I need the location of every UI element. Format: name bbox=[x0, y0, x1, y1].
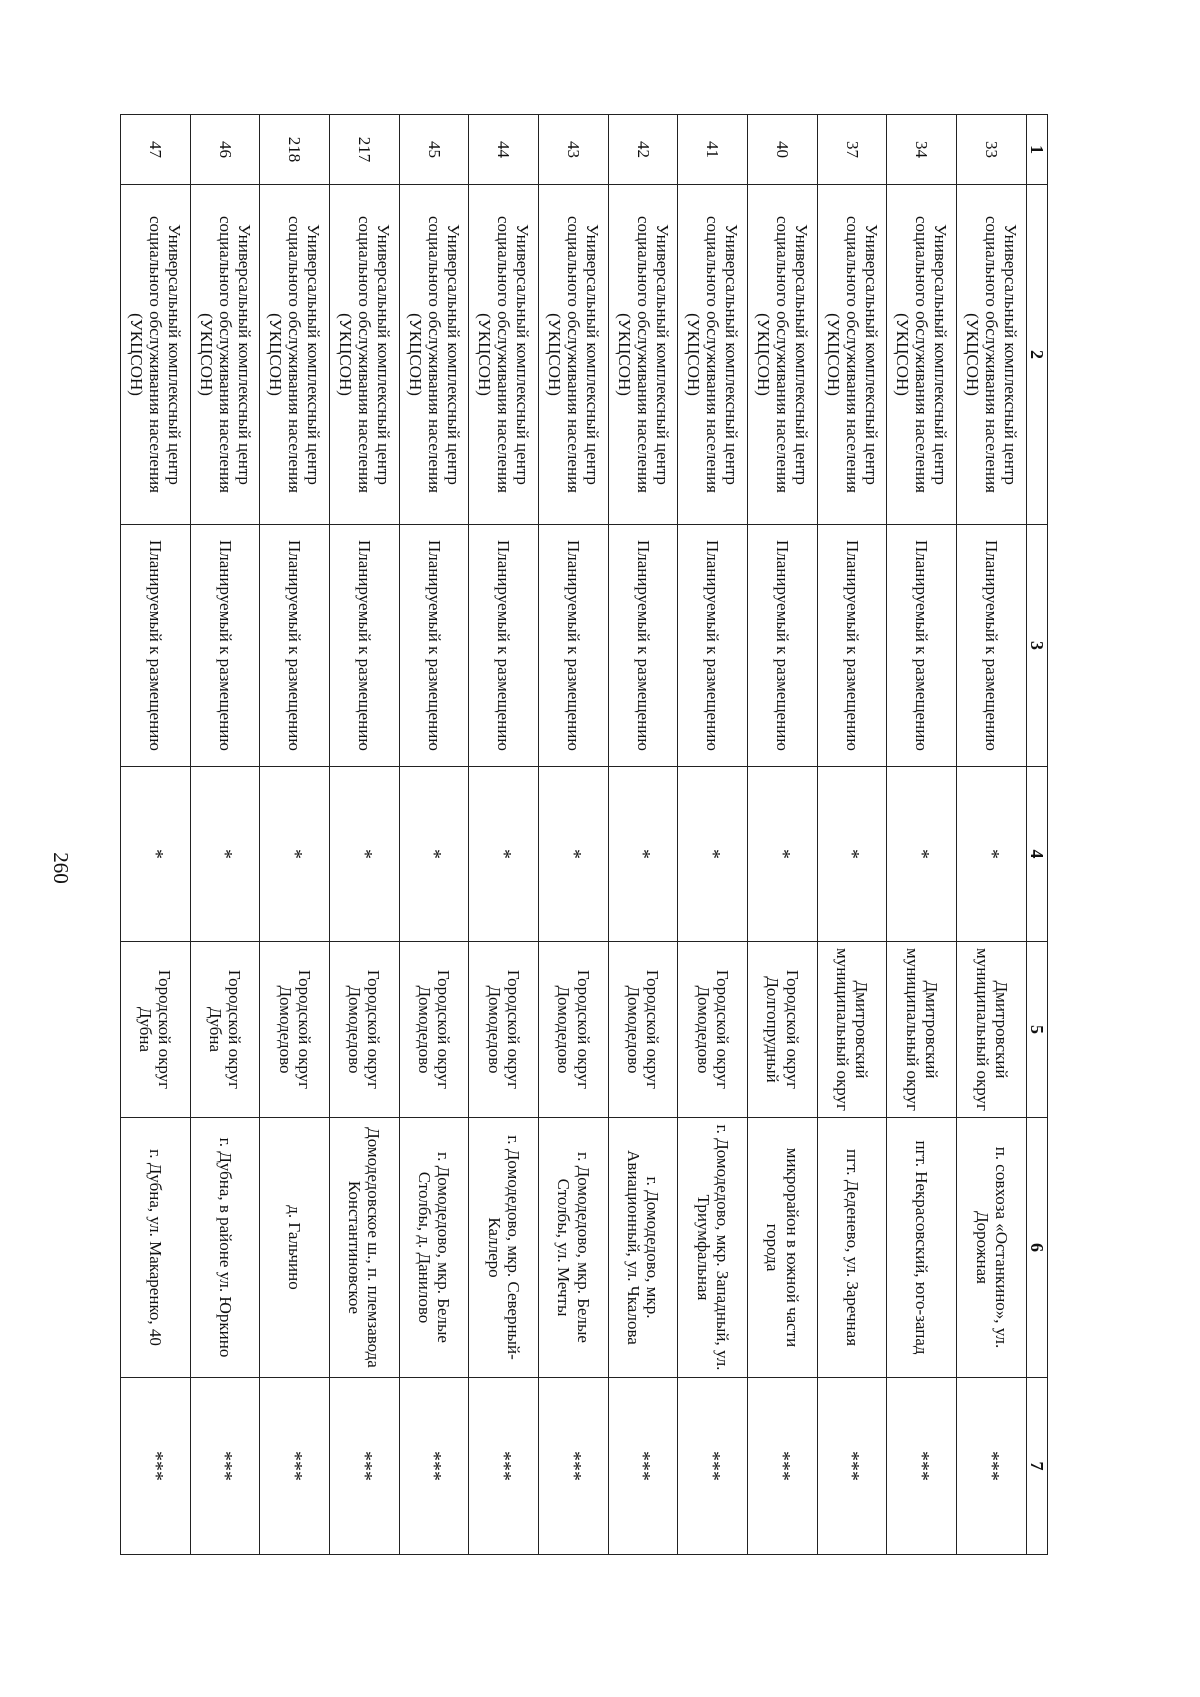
status-cell: Планируемый к размещению bbox=[748, 525, 818, 767]
row-number-cell: 44 bbox=[469, 115, 539, 185]
page-number: 260 bbox=[49, 852, 74, 884]
district-cell: Городской округ Домодедово bbox=[260, 942, 330, 1118]
row-number-cell: 43 bbox=[539, 115, 609, 185]
row-number-cell: 41 bbox=[678, 115, 748, 185]
facilities-table bbox=[120, 114, 1048, 1555]
rotated-table-wrapper bbox=[120, 114, 1048, 1554]
row-number-cell: 34 bbox=[887, 115, 957, 185]
column4-mark-cell: * bbox=[260, 767, 330, 942]
row-number-cell: 47 bbox=[121, 115, 191, 185]
status-cell: Планируемый к размещению bbox=[190, 525, 260, 767]
table-row bbox=[190, 115, 260, 1555]
column7-mark-cell: *** bbox=[608, 1378, 678, 1555]
row-number-cell: 46 bbox=[190, 115, 260, 185]
column7-mark-cell: *** bbox=[957, 1378, 1027, 1555]
facility-name-cell: Универсальный комплексный центр социального обслуживания населения (УКЦСОН) bbox=[887, 185, 957, 525]
facility-name-cell: Универсальный комплексный центр социального обслуживания населения (УКЦСОН) bbox=[678, 185, 748, 525]
column7-mark-cell: *** bbox=[887, 1378, 957, 1555]
facility-name-cell: Универсальный комплексный центр социального обслуживания населения (УКЦСОН) bbox=[190, 185, 260, 525]
status-cell: Планируемый к размещению bbox=[957, 525, 1027, 767]
status-cell: Планируемый к размещению bbox=[817, 525, 887, 767]
district-cell: Городской округ Домодедово bbox=[469, 942, 539, 1118]
location-cell: г. Домодедово, мкр. Авиационный, ул. Чкалова bbox=[608, 1118, 678, 1378]
location-cell: пгт. Некрасовский, юго-запад bbox=[887, 1118, 957, 1378]
table-row bbox=[887, 115, 957, 1555]
table-body bbox=[121, 115, 1027, 1555]
column7-mark-cell: *** bbox=[748, 1378, 818, 1555]
table-row bbox=[748, 115, 818, 1555]
status-cell: Планируемый к размещению bbox=[330, 525, 400, 767]
column4-mark-cell: * bbox=[469, 767, 539, 942]
location-cell: д. Гальчино bbox=[260, 1118, 330, 1378]
district-cell: Городской округ Домодедово bbox=[678, 942, 748, 1118]
table-row bbox=[608, 115, 678, 1555]
facility-name-cell: Универсальный комплексный центр социального обслуживания населения (УКЦСОН) bbox=[748, 185, 818, 525]
district-cell: Городской округ Дубна bbox=[190, 942, 260, 1118]
district-cell: Городской округ Домодедово bbox=[539, 942, 609, 1118]
location-cell: г. Домодедово, мкр. Западный, ул. Триумфальная bbox=[678, 1118, 748, 1378]
location-cell: г. Домодедово, мкр. Северный- Каллеро bbox=[469, 1118, 539, 1378]
location-cell: микрорайон в южной части города bbox=[748, 1118, 818, 1378]
location-cell: г. Дубна, ул. Макаренко, 40 bbox=[121, 1118, 191, 1378]
status-cell: Планируемый к размещению bbox=[121, 525, 191, 767]
column7-mark-cell: *** bbox=[817, 1378, 887, 1555]
column-header: 2 bbox=[1026, 185, 1047, 525]
status-cell: Планируемый к размещению bbox=[678, 525, 748, 767]
column4-mark-cell: * bbox=[957, 767, 1027, 942]
district-cell: Дмитровский муниципальный округ bbox=[887, 942, 957, 1118]
column4-mark-cell: * bbox=[190, 767, 260, 942]
district-cell: Городской округ Домодедово bbox=[330, 942, 400, 1118]
column7-mark-cell: *** bbox=[399, 1378, 469, 1555]
facility-name-cell: Универсальный комплексный центр социального обслуживания населения (УКЦСОН) bbox=[608, 185, 678, 525]
district-cell: Городской округ Домодедово bbox=[608, 942, 678, 1118]
column7-mark-cell: *** bbox=[469, 1378, 539, 1555]
district-cell: Городской округ Долгопрудный bbox=[748, 942, 818, 1118]
status-cell: Планируемый к размещению bbox=[887, 525, 957, 767]
column4-mark-cell: * bbox=[887, 767, 957, 942]
column-header: 6 bbox=[1026, 1118, 1047, 1378]
status-cell: Планируемый к размещению bbox=[539, 525, 609, 767]
column7-mark-cell: *** bbox=[330, 1378, 400, 1555]
facility-name-cell: Универсальный комплексный центр социального обслуживания населения (УКЦСОН) bbox=[469, 185, 539, 525]
facility-name-cell: Универсальный комплексный центр социального обслуживания населения (УКЦСОН) bbox=[957, 185, 1027, 525]
table-row bbox=[260, 115, 330, 1555]
location-cell: пгт. Деденево, ул. Заречная bbox=[817, 1118, 887, 1378]
district-cell: Городской округ Дубна bbox=[121, 942, 191, 1118]
column7-mark-cell: *** bbox=[539, 1378, 609, 1555]
column7-mark-cell: *** bbox=[121, 1378, 191, 1555]
column7-mark-cell: *** bbox=[190, 1378, 260, 1555]
row-number-cell: 45 bbox=[399, 115, 469, 185]
column7-mark-cell: *** bbox=[678, 1378, 748, 1555]
column4-mark-cell: * bbox=[399, 767, 469, 942]
district-cell: Дмитровский муниципальный округ bbox=[957, 942, 1027, 1118]
row-number-cell: 218 bbox=[260, 115, 330, 185]
location-cell: г. Домодедово, мкр. Белые Столбы, ул. Мечты bbox=[539, 1118, 609, 1378]
column4-mark-cell: * bbox=[121, 767, 191, 942]
row-number-cell: 217 bbox=[330, 115, 400, 185]
column-header: 4 bbox=[1026, 767, 1047, 942]
column4-mark-cell: * bbox=[539, 767, 609, 942]
table-row bbox=[330, 115, 400, 1555]
table-row bbox=[469, 115, 539, 1555]
row-number-cell: 40 bbox=[748, 115, 818, 185]
table-row bbox=[678, 115, 748, 1555]
location-cell: г. Домодедово, мкр. Белые Столбы, д. Данилово bbox=[399, 1118, 469, 1378]
status-cell: Планируемый к размещению bbox=[608, 525, 678, 767]
location-cell: Домодедовское ш., п. племзавода Константиновское bbox=[330, 1118, 400, 1378]
location-cell: г. Дубна, в районе ул. Юркино bbox=[190, 1118, 260, 1378]
table-row bbox=[957, 115, 1027, 1555]
row-number-cell: 42 bbox=[608, 115, 678, 185]
row-number-cell: 37 bbox=[817, 115, 887, 185]
facility-name-cell: Универсальный комплексный центр социального обслуживания населения (УКЦСОН) bbox=[330, 185, 400, 525]
column7-mark-cell: *** bbox=[260, 1378, 330, 1555]
status-cell: Планируемый к размещению bbox=[469, 525, 539, 767]
table-row bbox=[817, 115, 887, 1555]
column4-mark-cell: * bbox=[678, 767, 748, 942]
district-cell: Городской округ Домодедово bbox=[399, 942, 469, 1118]
table-header-row bbox=[1026, 115, 1047, 1555]
facility-name-cell: Универсальный комплексный центр социального обслуживания населения (УКЦСОН) bbox=[539, 185, 609, 525]
status-cell: Планируемый к размещению bbox=[399, 525, 469, 767]
column-header: 7 bbox=[1026, 1378, 1047, 1555]
column-header: 1 bbox=[1026, 115, 1047, 185]
facility-name-cell: Универсальный комплексный центр социального обслуживания населения (УКЦСОН) bbox=[399, 185, 469, 525]
table-row bbox=[539, 115, 609, 1555]
column-header: 5 bbox=[1026, 942, 1047, 1118]
table-row bbox=[121, 115, 191, 1555]
location-cell: п. совхоза «Останкино», ул. Дорожная bbox=[957, 1118, 1027, 1378]
column4-mark-cell: * bbox=[817, 767, 887, 942]
facility-name-cell: Универсальный комплексный центр социального обслуживания населения (УКЦСОН) bbox=[817, 185, 887, 525]
status-cell: Планируемый к размещению bbox=[260, 525, 330, 767]
row-number-cell: 33 bbox=[957, 115, 1027, 185]
facility-name-cell: Универсальный комплексный центр социального обслуживания населения (УКЦСОН) bbox=[121, 185, 191, 525]
district-cell: Дмитровский муниципальный округ bbox=[817, 942, 887, 1118]
column4-mark-cell: * bbox=[330, 767, 400, 942]
facility-name-cell: Универсальный комплексный центр социального обслуживания населения (УКЦСОН) bbox=[260, 185, 330, 525]
column-header: 3 bbox=[1026, 525, 1047, 767]
column4-mark-cell: * bbox=[748, 767, 818, 942]
table-row bbox=[399, 115, 469, 1555]
column4-mark-cell: * bbox=[608, 767, 678, 942]
